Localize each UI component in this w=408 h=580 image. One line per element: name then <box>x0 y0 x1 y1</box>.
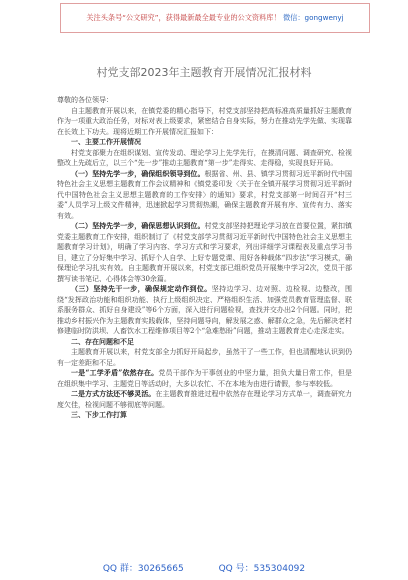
promo-banner <box>60 3 370 33</box>
item-body: 党员干部作为干事创业的中坚力量，担负大量日常工作，但是在组织集中学习、主题党日等活动时，大多以农忙、不在本地为由进行请假，参与率较低。 <box>57 369 352 388</box>
section-2-heading: 二、存在问题和不足 <box>71 336 134 346</box>
item-body: 在主题教育推进过程中依然存在理论学习方式单一，调查研究力度欠佳，检视问题不够彻底等问题。 <box>57 390 353 409</box>
qq-number: QQ 号：535304092 <box>218 564 306 574</box>
intro-paragraph: 自主题教育开展以来，在镇党委的精心指导下，村党支部坚持把高标准高质量抓好主题教育作为一项重大政治任务，对标对表上级要求，紧密结合自身实际，努力在推动先学先做、实现靠在长效上下功夫。现将近期工作开展情况汇报如下： <box>57 106 352 136</box>
section-1-item-2 <box>57 221 352 284</box>
section-1-lead: 村党支部聚力在组织谋划、宣传发动、理论学习上先学先行，在摸清问题、调查研究、检视整改上先疏后立，以三个“先一步”推动主题教育“第一步”走得实、走得稳，实现良好开局。 <box>57 148 352 167</box>
item-heading: （一）坚持先学一步，确保组织领导到位。 <box>71 168 205 178</box>
document-body <box>57 95 352 421</box>
section-2-item-2 <box>57 389 352 410</box>
page-title: 村党支部2023年主题教育开展情况汇报材料 <box>96 66 312 79</box>
item-heading: （二）坚持先学一步，确保思想认识到位。 <box>71 221 205 230</box>
qq-group: QQ 群：30265665 <box>102 564 184 574</box>
section-2-item-1 <box>57 368 352 389</box>
item-heading: 二是方式方法还不够灵活。 <box>71 389 156 398</box>
item-heading: 一是“工学矛盾”依然存在。 <box>71 368 159 377</box>
section-1-item-1 <box>57 169 352 222</box>
wechat-id: 微信：gongwenyj <box>282 13 344 22</box>
section-3-heading: 三、下步工作打算 <box>71 410 127 419</box>
item-body: 坚持边学习、边对照、边检视、边整改，围绕“发挥政治功能和组织功能、执行上级组织决定、严格组织生活、加强党员教育管理监督、联系服务群众、抓好自身建设”等6个方面，深入进行问题检视，查找并交办出2个问题。同时，把推动乡村振兴作为主题教育实践载体，坚持问题导向，解发展之惑、解群众之急，先后解决老村修建临时防洪坝、人畜饮水工程维修项目等2个“急难愁盼”问题，推动主题教育走心走深走实。 <box>57 285 353 335</box>
promo-text: 关注头条号“公文研究”，获得最新最全最专业的公文资料库！ <box>86 13 281 22</box>
section-1-item-3 <box>57 284 352 337</box>
section-2-lead: 主题教育开展以来，村党支部全力抓好开局起步，虽然干了一些工作，但也清醒地认识到仍有一定差距和不足。 <box>57 348 352 367</box>
contact-footer <box>0 561 408 574</box>
section-1-heading: 一、主要工作开展情况 <box>71 137 141 146</box>
salutation: 尊敬的各位领导： <box>57 96 113 104</box>
item-heading: （三）坚持先干一步，确保规定动作到位。 <box>71 284 212 293</box>
item-body: 村党支部坚持把理论学习放在首要位置，紧扣镇党委主题教育工作安排，组织制订了《村党支部学习贯彻习近平新时代中国特色社会主义思想主题教育学习计划》，明确了学习内容、学习方式和学习要求，列出详细学习课程表及重点学习书目，建立了分好集中学习、抓好个人自学、上好专题党课、用好各种载体“四步法”学习模式，确保理论学习扎实有效。自主题教育开展以来，村党支部已组织党员开展集中学习2次，党员干部撰写读书笔记、心得体会等30余篇。 <box>57 222 353 283</box>
item-body: 根据省、州、县、镇学习贯彻习近平新时代中国特色社会主义思想主题教育工作会议精神和《镇党委印发〈关于在全镇开展学习贯彻习近平新时代中国特色社会主义思想主题教育的工作安排〉的通知》要求，村党支部第一时间召开“村三委”人员学习上级文件精神，迅速掀起学习贯彻热潮，确保主题教育开展有序、宣传有力、落实有效。 <box>57 169 353 220</box>
